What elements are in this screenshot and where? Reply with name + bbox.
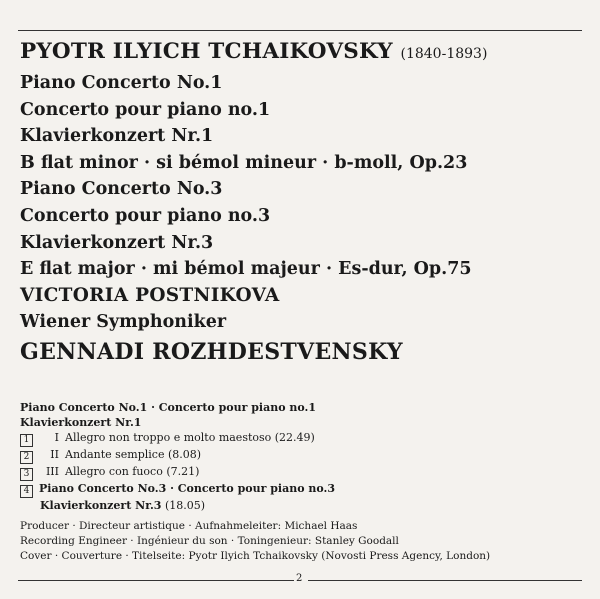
- credit-engineer: Recording Engineer · Ingénieur du son · Toningenieur: Stanley Goodall: [20, 535, 399, 548]
- work-key-1: B flat minor · si bémol mineur · b-moll, Op.23: [20, 152, 468, 173]
- track-row-3: [20, 464, 590, 481]
- tracklist-subheader: Klavierkonzert Nr.1: [20, 416, 142, 430]
- movement-numeral: I: [54, 431, 59, 445]
- track-subtitle: Klavierkonzert Nr.3: [40, 499, 162, 513]
- movement-numeral: II: [50, 448, 59, 462]
- track-number-box: 2: [20, 451, 33, 464]
- work-key-3: E flat major · mi bémol majeur · Es-dur, Op.75: [20, 259, 472, 280]
- work-title-1-en: Piano Concerto No.1: [20, 73, 223, 93]
- credit-cover: Cover · Couverture · Titelseite: Pyotr Ilyich Tchaikovsky (Novosti Press Agency, London): [20, 550, 491, 563]
- track-title: Andante semplice (8.08): [65, 448, 202, 462]
- composer-name: PYOTR ILYICH TCHAIKOVSKY (1840-1893): [20, 39, 488, 64]
- credits-block: [20, 519, 590, 565]
- credit-producer: Producer · Directeur artistique · Aufnahmeleiter: Michael Haas: [20, 520, 358, 532]
- work-title-3-fr: Concerto pour piano no.3: [20, 205, 271, 226]
- track-row-4: [20, 481, 590, 498]
- track-row-4-cont: [20, 498, 590, 513]
- soloist-name: VICTORIA POSTNIKOVA: [20, 284, 280, 306]
- top-rule: [18, 30, 582, 31]
- tracklist-header: Piano Concerto No.1 · Concerto pour piano no.1: [20, 401, 317, 414]
- track-row-2: [20, 447, 590, 464]
- orchestra-name: Wiener Symphoniker: [20, 312, 227, 333]
- track-duration: (18.05): [161, 499, 206, 513]
- footer-rule-right: [308, 580, 582, 581]
- track-number-box: 3: [20, 468, 33, 481]
- track-title: Allegro non troppo e molto maestoso (22.49): [65, 431, 315, 445]
- work-title-1-fr: Concerto pour piano no.1: [20, 99, 271, 120]
- page-footer: [18, 574, 582, 586]
- track-list: [20, 400, 590, 514]
- footer-rule-left: [18, 580, 294, 581]
- work-title-1-de: Klavierkonzert Nr.1: [20, 126, 214, 147]
- track-title: Allegro con fuoco (7.21): [65, 465, 200, 479]
- track-title: Piano Concerto No.3 · Concerto pour piano no.3: [39, 482, 336, 496]
- track-row-1: [20, 430, 590, 447]
- page-number: 2: [296, 573, 303, 584]
- title-block: [20, 36, 590, 368]
- work-title-3-de: Klavierkonzert Nr.3: [20, 232, 214, 253]
- movement-numeral: III: [45, 465, 59, 479]
- track-number-box: 1: [20, 434, 33, 447]
- work-title-3-en: Piano Concerto No.3: [20, 179, 223, 200]
- conductor-name: GENNADI ROZHDESTVENSKY: [20, 338, 403, 365]
- composer-dates: (1840-1893): [400, 46, 488, 62]
- track-number-box: 4: [20, 485, 33, 498]
